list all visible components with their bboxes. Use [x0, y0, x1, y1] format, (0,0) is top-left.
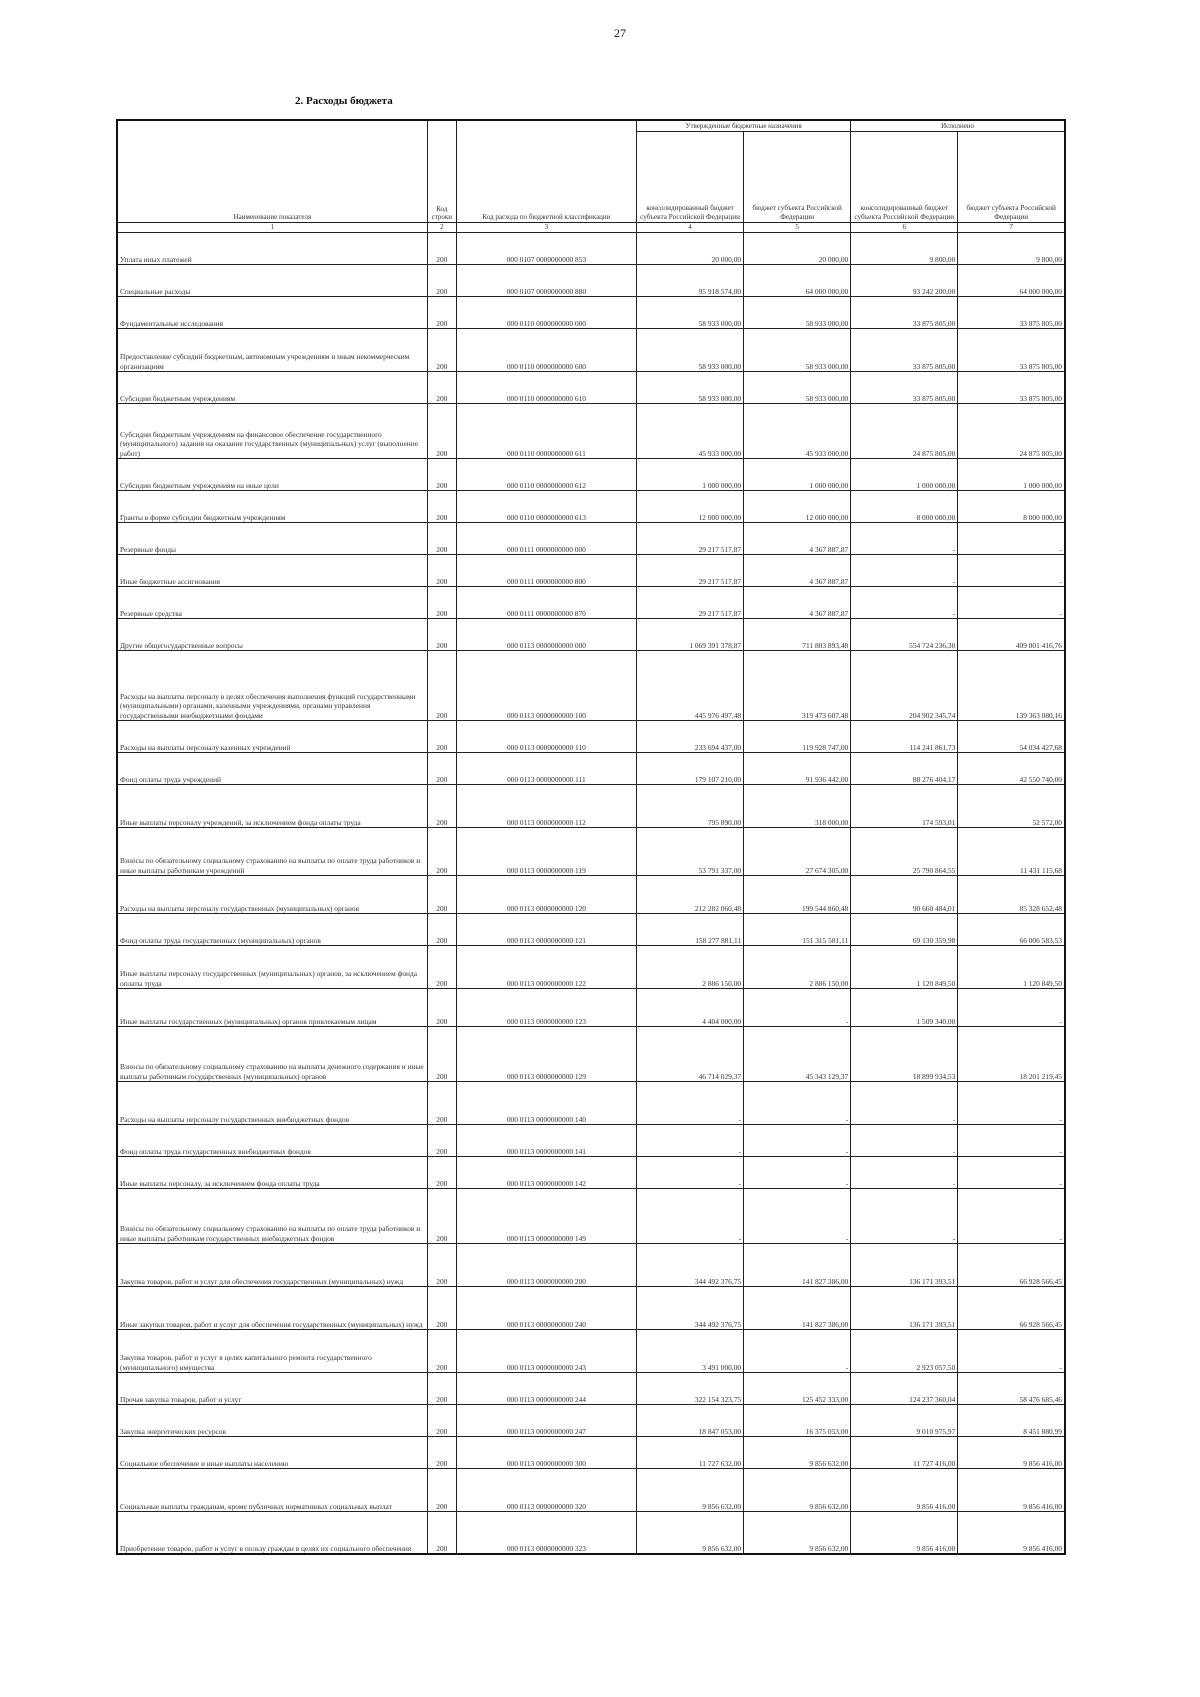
row-approved-subject: 16 375 053,00 [744, 1404, 851, 1436]
row-approved-subject: 58 933 000,00 [744, 371, 851, 403]
row-approved-subject: 151 315 581,11 [744, 913, 851, 945]
row-approved-subject: - [744, 1124, 851, 1156]
table-row [117, 1404, 1065, 1436]
table-row [117, 1243, 1065, 1286]
row-budget-code: 000 0113 0000000000 200 [456, 1243, 636, 1286]
row-name: Фонд оплаты труда государственных (муниципальных) органов [117, 913, 427, 945]
row-executed-consolidated: - [851, 586, 958, 618]
header-executed-subject: бюджет субъекта Российской Федерации [958, 132, 1065, 223]
table-row [117, 988, 1065, 1026]
row-budget-code: 000 0113 0000000000 120 [456, 875, 636, 913]
row-approved-consolidated: 58 933 000,00 [637, 296, 744, 328]
row-executed-subject: - [958, 1081, 1065, 1124]
row-name: Резервные средства [117, 586, 427, 618]
row-approved-subject: 4 367 887,87 [744, 522, 851, 554]
row-approved-consolidated: - [637, 1156, 744, 1188]
row-line-code: 200 [427, 720, 456, 752]
row-executed-subject: 33 875 805,00 [958, 296, 1065, 328]
row-executed-subject: 33 875 805,00 [958, 328, 1065, 371]
row-name: Резервные фонды [117, 522, 427, 554]
row-approved-consolidated: 795 890,00 [637, 784, 744, 827]
row-executed-consolidated: - [851, 554, 958, 586]
row-executed-consolidated: 33 875 805,00 [851, 371, 958, 403]
row-approved-subject: 125 452 333,00 [744, 1372, 851, 1404]
table-row [117, 1372, 1065, 1404]
row-line-code: 200 [427, 913, 456, 945]
table-row [117, 296, 1065, 328]
row-approved-consolidated: 95 918 574,00 [637, 264, 744, 296]
row-executed-subject: 1 120 849,50 [958, 945, 1065, 988]
row-approved-consolidated: 4 404 000,00 [637, 988, 744, 1026]
row-executed-consolidated: - [851, 1156, 958, 1188]
row-executed-subject: 9 856 416,00 [958, 1511, 1065, 1554]
row-executed-subject: 66 928 566,45 [958, 1243, 1065, 1286]
row-name: Предоставление субсидий бюджетным, автономным учреждениям и иным некоммерческим организациям [117, 328, 427, 371]
row-approved-consolidated: 29 217 517,87 [637, 586, 744, 618]
row-name: Приобретение товаров, работ и услуг в пользу граждан в целях их социального обеспечения [117, 1511, 427, 1554]
row-approved-subject: 141 827 386,00 [744, 1243, 851, 1286]
row-executed-consolidated: 69 130 359,98 [851, 913, 958, 945]
row-executed-consolidated: 90 660 484,01 [851, 875, 958, 913]
row-line-code: 200 [427, 1372, 456, 1404]
row-line-code: 200 [427, 1436, 456, 1468]
row-name: Иные выплаты персоналу учреждений, за исключением фонда оплаты труда [117, 784, 427, 827]
table-row [117, 1081, 1065, 1124]
row-approved-consolidated: 53 791 337,00 [637, 827, 744, 875]
row-name: Закупка энергетических ресурсов [117, 1404, 427, 1436]
row-executed-subject: 24 875 805,00 [958, 403, 1065, 458]
row-budget-code: 000 0113 0000000000 244 [456, 1372, 636, 1404]
row-budget-code: 000 0113 0000000000 243 [456, 1329, 636, 1372]
row-line-code: 200 [427, 650, 456, 720]
row-approved-subject: 711 803 893,48 [744, 618, 851, 650]
row-budget-code: 000 0113 0000000000 121 [456, 913, 636, 945]
row-line-code: 200 [427, 458, 456, 490]
row-executed-subject: 409 801 416,76 [958, 618, 1065, 650]
row-executed-consolidated: 554 724 236,30 [851, 618, 958, 650]
row-executed-subject: - [958, 522, 1065, 554]
row-approved-subject: 20 000,00 [744, 232, 851, 264]
table-row [117, 1188, 1065, 1243]
row-budget-code: 000 0113 0000000000 100 [456, 650, 636, 720]
row-line-code: 200 [427, 1243, 456, 1286]
row-line-code: 200 [427, 328, 456, 371]
row-approved-consolidated: 344 492 376,75 [637, 1243, 744, 1286]
row-approved-consolidated: 11 727 632,00 [637, 1436, 744, 1468]
row-line-code: 200 [427, 1026, 456, 1081]
row-budget-code: 000 0113 0000000000 000 [456, 618, 636, 650]
header-group-executed: Исполнено [851, 120, 1065, 132]
row-line-code: 200 [427, 752, 456, 784]
row-approved-consolidated: 344 492 376,75 [637, 1286, 744, 1329]
row-budget-code: 000 0113 0000000000 323 [456, 1511, 636, 1554]
row-name: Другие общегосударственные вопросы [117, 618, 427, 650]
row-approved-subject: 4 367 887,87 [744, 586, 851, 618]
row-name: Социальное обеспечение и иные выплаты населению [117, 1436, 427, 1468]
row-approved-consolidated: 212 282 060,48 [637, 875, 744, 913]
row-line-code: 200 [427, 1081, 456, 1124]
row-name: Фонд оплаты труда учреждений [117, 752, 427, 784]
column-number: 7 [958, 223, 1065, 233]
row-executed-consolidated: - [851, 1081, 958, 1124]
row-executed-subject: 42 550 740,00 [958, 752, 1065, 784]
table-row [117, 586, 1065, 618]
row-budget-code: 000 0113 0000000000 149 [456, 1188, 636, 1243]
row-executed-consolidated: 2 923 057,50 [851, 1329, 958, 1372]
row-executed-consolidated: 9 800,00 [851, 232, 958, 264]
row-executed-consolidated: 136 171 393,51 [851, 1286, 958, 1329]
table-row [117, 1436, 1065, 1468]
row-name: Иные выплаты государственных (муниципальных) органов привлекаемым лицам [117, 988, 427, 1026]
row-approved-subject: 319 473 607,48 [744, 650, 851, 720]
table-row [117, 1156, 1065, 1188]
row-executed-subject: 33 875 805,00 [958, 371, 1065, 403]
row-name: Гранты в форме субсидии бюджетным учреждениям [117, 490, 427, 522]
row-approved-subject: 9 856 632,00 [744, 1436, 851, 1468]
table-row [117, 945, 1065, 988]
row-budget-code: 000 0113 0000000000 112 [456, 784, 636, 827]
row-executed-subject: 85 328 652,48 [958, 875, 1065, 913]
row-executed-consolidated: 136 171 393,51 [851, 1243, 958, 1286]
row-approved-consolidated: 20 000,00 [637, 232, 744, 264]
row-approved-consolidated: 9 856 632,00 [637, 1511, 744, 1554]
row-executed-subject: - [958, 1124, 1065, 1156]
row-approved-consolidated: 29 217 517,87 [637, 554, 744, 586]
row-executed-subject: 139 363 080,16 [958, 650, 1065, 720]
table-row [117, 1329, 1065, 1372]
row-line-code: 200 [427, 875, 456, 913]
row-line-code: 200 [427, 264, 456, 296]
row-name: Закупка товаров, работ и услуг в целях капитального ремонта государственного (муниципального) имущества [117, 1329, 427, 1372]
row-line-code: 200 [427, 232, 456, 264]
row-name: Иные бюджетные ассигнования [117, 554, 427, 586]
row-approved-subject: 2 886 150,00 [744, 945, 851, 988]
row-budget-code: 000 0110 0000000000 610 [456, 371, 636, 403]
row-approved-consolidated: 58 933 000,00 [637, 371, 744, 403]
row-budget-code: 000 0113 0000000000 140 [456, 1081, 636, 1124]
row-line-code: 200 [427, 618, 456, 650]
row-approved-consolidated: 18 847 053,00 [637, 1404, 744, 1436]
row-executed-consolidated: 33 875 805,00 [851, 328, 958, 371]
table-row [117, 720, 1065, 752]
row-line-code: 200 [427, 1511, 456, 1554]
row-line-code: 200 [427, 490, 456, 522]
table-row [117, 554, 1065, 586]
header-group-approved: Утвержденные бюджетные назначения [637, 120, 851, 132]
row-approved-subject: - [744, 1329, 851, 1372]
row-executed-consolidated: 88 276 404,17 [851, 752, 958, 784]
row-executed-subject: 66 928 566,45 [958, 1286, 1065, 1329]
row-executed-consolidated: 9 856 416,00 [851, 1511, 958, 1554]
header-name: Наименование показателя [117, 120, 427, 223]
row-approved-subject: 1 000 000,00 [744, 458, 851, 490]
table-row [117, 1026, 1065, 1081]
row-executed-consolidated: - [851, 522, 958, 554]
row-executed-consolidated: 93 242 200,00 [851, 264, 958, 296]
table-row [117, 264, 1065, 296]
row-executed-consolidated: 1 000 000,00 [851, 458, 958, 490]
row-approved-subject: 64 000 000,00 [744, 264, 851, 296]
row-name: Закупка товаров, работ и услуг для обеспечения государственных (муниципальных) нужд [117, 1243, 427, 1286]
table-row [117, 232, 1065, 264]
row-executed-subject: - [958, 1188, 1065, 1243]
column-number: 5 [744, 223, 851, 233]
row-approved-consolidated: 322 154 323,75 [637, 1372, 744, 1404]
row-budget-code: 000 0113 0000000000 119 [456, 827, 636, 875]
row-name: Прочая закупка товаров, работ и услуг [117, 1372, 427, 1404]
row-approved-consolidated: - [637, 1081, 744, 1124]
table-row [117, 1286, 1065, 1329]
row-line-code: 200 [427, 1404, 456, 1436]
row-executed-consolidated: 9 010 975,97 [851, 1404, 958, 1436]
row-budget-code: 000 0113 0000000000 129 [456, 1026, 636, 1081]
row-budget-code: 000 0113 0000000000 300 [456, 1436, 636, 1468]
expenditures-table-wrapper [116, 119, 1066, 1555]
row-approved-consolidated: 179 107 210,00 [637, 752, 744, 784]
row-approved-consolidated: 45 933 000,00 [637, 403, 744, 458]
row-budget-code: 000 0113 0000000000 320 [456, 1468, 636, 1511]
row-executed-consolidated: 24 875 805,00 [851, 403, 958, 458]
expenditures-table [116, 119, 1066, 1555]
row-approved-consolidated: 12 000 000,00 [637, 490, 744, 522]
row-name: Фундаментальные исследования [117, 296, 427, 328]
row-line-code: 200 [427, 1329, 456, 1372]
row-budget-code: 000 0111 0000000000 000 [456, 522, 636, 554]
row-approved-consolidated: 9 856 632,00 [637, 1468, 744, 1511]
row-budget-code: 000 0113 0000000000 111 [456, 752, 636, 784]
row-line-code: 200 [427, 1468, 456, 1511]
row-approved-consolidated: 46 714 029,37 [637, 1026, 744, 1081]
row-budget-code: 000 0113 0000000000 123 [456, 988, 636, 1026]
row-name: Субсидии бюджетным учреждениям на иные цели [117, 458, 427, 490]
row-budget-code: 000 0113 0000000000 110 [456, 720, 636, 752]
row-executed-consolidated: 174 593,01 [851, 784, 958, 827]
table-row [117, 618, 1065, 650]
row-approved-consolidated: 158 277 881,11 [637, 913, 744, 945]
row-executed-subject: 9 800,00 [958, 232, 1065, 264]
row-executed-consolidated: - [851, 1124, 958, 1156]
row-executed-consolidated: 204 902 345,74 [851, 650, 958, 720]
row-budget-code: 000 0111 0000000000 800 [456, 554, 636, 586]
row-approved-consolidated: 2 886 150,00 [637, 945, 744, 988]
row-approved-subject: 91 936 442,00 [744, 752, 851, 784]
row-line-code: 200 [427, 371, 456, 403]
row-approved-subject: 27 674 305,00 [744, 827, 851, 875]
row-budget-code: 000 0113 0000000000 142 [456, 1156, 636, 1188]
table-row [117, 490, 1065, 522]
column-number: 3 [456, 223, 636, 233]
table-row [117, 752, 1065, 784]
row-line-code: 200 [427, 1156, 456, 1188]
table-row [117, 403, 1065, 458]
row-approved-subject: - [744, 988, 851, 1026]
row-name: Иные закупки товаров, работ и услуг для обеспечения государственных (муниципальных) нужд [117, 1286, 427, 1329]
row-executed-subject: 18 201 219,45 [958, 1026, 1065, 1081]
table-header [117, 120, 1065, 232]
row-name: Специальные расходы [117, 264, 427, 296]
row-executed-consolidated: - [851, 1188, 958, 1243]
row-executed-consolidated: 1 509 340,00 [851, 988, 958, 1026]
row-line-code: 200 [427, 1124, 456, 1156]
row-approved-subject: 4 367 887,87 [744, 554, 851, 586]
row-line-code: 200 [427, 945, 456, 988]
row-executed-consolidated: 114 241 861,73 [851, 720, 958, 752]
table-row [117, 650, 1065, 720]
row-approved-subject: 199 544 860,48 [744, 875, 851, 913]
row-budget-code: 000 0113 0000000000 141 [456, 1124, 636, 1156]
table-row [117, 371, 1065, 403]
row-executed-subject: 52 572,00 [958, 784, 1065, 827]
header-line-code: Код строки [427, 120, 456, 223]
row-executed-subject: - [958, 1329, 1065, 1372]
row-executed-subject: - [958, 988, 1065, 1026]
row-approved-subject: 141 827 386,00 [744, 1286, 851, 1329]
table-row [117, 1468, 1065, 1511]
row-executed-subject: - [958, 586, 1065, 618]
table-row [117, 522, 1065, 554]
row-line-code: 200 [427, 988, 456, 1026]
row-line-code: 200 [427, 784, 456, 827]
table-row [117, 875, 1065, 913]
row-line-code: 200 [427, 296, 456, 328]
row-budget-code: 000 0110 0000000000 613 [456, 490, 636, 522]
table-row [117, 458, 1065, 490]
row-approved-consolidated: 29 217 517,87 [637, 522, 744, 554]
row-executed-subject: 8 451 880,99 [958, 1404, 1065, 1436]
header-executed-consolidated: консолидированный бюджет субъекта Российской Федерации [851, 132, 958, 223]
row-name: Расходы на выплаты персоналу государственных внебюджетных фондов [117, 1081, 427, 1124]
table-row [117, 328, 1065, 371]
row-name: Социальные выплаты гражданам, кроме публичных нормативных социальных выплат [117, 1468, 427, 1511]
column-number: 2 [427, 223, 456, 233]
row-approved-subject: 9 856 632,00 [744, 1511, 851, 1554]
row-executed-subject: 9 856 416,00 [958, 1468, 1065, 1511]
row-approved-consolidated: 233 694 437,00 [637, 720, 744, 752]
row-line-code: 200 [427, 827, 456, 875]
row-budget-code: 000 0107 0000000000 880 [456, 264, 636, 296]
header-approved-consolidated: консолидированный бюджет субъекта Российской Федерации [637, 132, 744, 223]
row-name: Взносы по обязательному социальному страхованию на выплаты денежного содержания и иные выплаты работникам государственных (муниципальных) органов [117, 1026, 427, 1081]
row-executed-consolidated: 18 899 934,53 [851, 1026, 958, 1081]
row-executed-subject: 54 034 427,68 [958, 720, 1065, 752]
row-approved-subject: 9 856 632,00 [744, 1468, 851, 1511]
row-budget-code: 000 0113 0000000000 247 [456, 1404, 636, 1436]
page-number: 27 [614, 26, 626, 40]
row-approved-subject: 58 933 000,00 [744, 296, 851, 328]
row-executed-subject: 9 856 416,00 [958, 1436, 1065, 1468]
row-executed-consolidated: 9 856 416,00 [851, 1468, 958, 1511]
row-executed-subject: 64 000 000,00 [958, 264, 1065, 296]
row-name: Расходы на выплаты персоналу в целях обеспечения выполнения функций государственными (муниципальными) органами, казенными учреждениями, органами управления государственными внебюджетными фондами [117, 650, 427, 720]
row-approved-subject: - [744, 1188, 851, 1243]
row-approved-subject: - [744, 1156, 851, 1188]
row-name: Иные выплаты персоналу государственных (муниципальных) органов, за исключением фонда оплаты труда [117, 945, 427, 988]
row-approved-subject: 318 000,00 [744, 784, 851, 827]
row-line-code: 200 [427, 586, 456, 618]
row-line-code: 200 [427, 1188, 456, 1243]
row-executed-consolidated: 33 875 805,00 [851, 296, 958, 328]
table-body [117, 232, 1065, 1554]
table-row [117, 1511, 1065, 1554]
row-line-code: 200 [427, 1286, 456, 1329]
row-line-code: 200 [427, 554, 456, 586]
row-budget-code: 000 0113 0000000000 122 [456, 945, 636, 988]
row-executed-consolidated: 11 727 416,00 [851, 1436, 958, 1468]
row-budget-code: 000 0110 0000000000 611 [456, 403, 636, 458]
row-executed-consolidated: 8 000 000,00 [851, 490, 958, 522]
row-name: Расходы на выплаты персоналу государственных (муниципальных) органов [117, 875, 427, 913]
row-approved-consolidated: 58 933 000,00 [637, 328, 744, 371]
row-executed-subject: 58 476 685,46 [958, 1372, 1065, 1404]
row-approved-consolidated: - [637, 1188, 744, 1243]
row-executed-consolidated: 1 120 849,50 [851, 945, 958, 988]
row-executed-consolidated: 124 237 360,04 [851, 1372, 958, 1404]
row-executed-subject: 66 006 583,53 [958, 913, 1065, 945]
row-executed-subject: 8 000 000,00 [958, 490, 1065, 522]
row-name: Субсидии бюджетным учреждениям [117, 371, 427, 403]
header-approved-subject: бюджет субъекта Российской Федерации [744, 132, 851, 223]
row-executed-subject: 1 000 000,00 [958, 458, 1065, 490]
row-budget-code: 000 0113 0000000000 240 [456, 1286, 636, 1329]
row-executed-consolidated: 25 790 864,55 [851, 827, 958, 875]
table-row [117, 784, 1065, 827]
row-approved-subject: 45 933 000,00 [744, 403, 851, 458]
column-number: 4 [637, 223, 744, 233]
section-title: 2. Расходы бюджета [295, 95, 393, 107]
row-budget-code: 000 0107 0000000000 853 [456, 232, 636, 264]
row-approved-subject: 45 343 129,37 [744, 1026, 851, 1081]
row-approved-consolidated: 1 000 000,00 [637, 458, 744, 490]
header-budget-code: Код расхода по бюджетной классификации [456, 120, 636, 223]
row-name: Фонд оплаты труда государственных внебюджетных фондов [117, 1124, 427, 1156]
row-approved-subject: 12 000 000,00 [744, 490, 851, 522]
row-budget-code: 000 0110 0000000000 600 [456, 328, 636, 371]
row-approved-consolidated: 445 976 497,48 [637, 650, 744, 720]
table-row [117, 827, 1065, 875]
row-name: Субсидии бюджетным учреждениям на финансовое обеспечение государственного (муниципального) задания на оказание государственных (муниципальных) услуг (выполнение работ) [117, 403, 427, 458]
row-approved-subject: 119 928 747,00 [744, 720, 851, 752]
row-executed-subject: - [958, 554, 1065, 586]
table-row [117, 913, 1065, 945]
row-line-code: 200 [427, 403, 456, 458]
row-executed-subject: - [958, 1156, 1065, 1188]
row-approved-consolidated: 1 069 391 378,87 [637, 618, 744, 650]
table-row [117, 1124, 1065, 1156]
row-name: Расходы на выплаты персоналу казенных учреждений [117, 720, 427, 752]
row-line-code: 200 [427, 522, 456, 554]
row-name: Уплата иных платежей [117, 232, 427, 264]
column-number: 6 [851, 223, 958, 233]
row-executed-subject: 11 431 115,68 [958, 827, 1065, 875]
row-approved-consolidated: 3 491 000,00 [637, 1329, 744, 1372]
row-budget-code: 000 0110 0000000000 612 [456, 458, 636, 490]
row-name: Взносы по обязательному социальному страхованию на выплаты по оплате труда работников и иные выплаты работникам государственных внебюджетных фондов [117, 1188, 427, 1243]
row-approved-subject: 58 933 000,00 [744, 328, 851, 371]
row-approved-consolidated: - [637, 1124, 744, 1156]
column-number: 1 [117, 223, 427, 233]
row-approved-subject: - [744, 1081, 851, 1124]
row-budget-code: 000 0110 0000000000 000 [456, 296, 636, 328]
row-name: Взносы по обязательному социальному страхованию на выплаты по оплате труда работников и иные выплаты работникам учреждений [117, 827, 427, 875]
row-budget-code: 000 0111 0000000000 870 [456, 586, 636, 618]
row-name: Иные выплаты персоналу, за исключением фонда оплаты труда [117, 1156, 427, 1188]
